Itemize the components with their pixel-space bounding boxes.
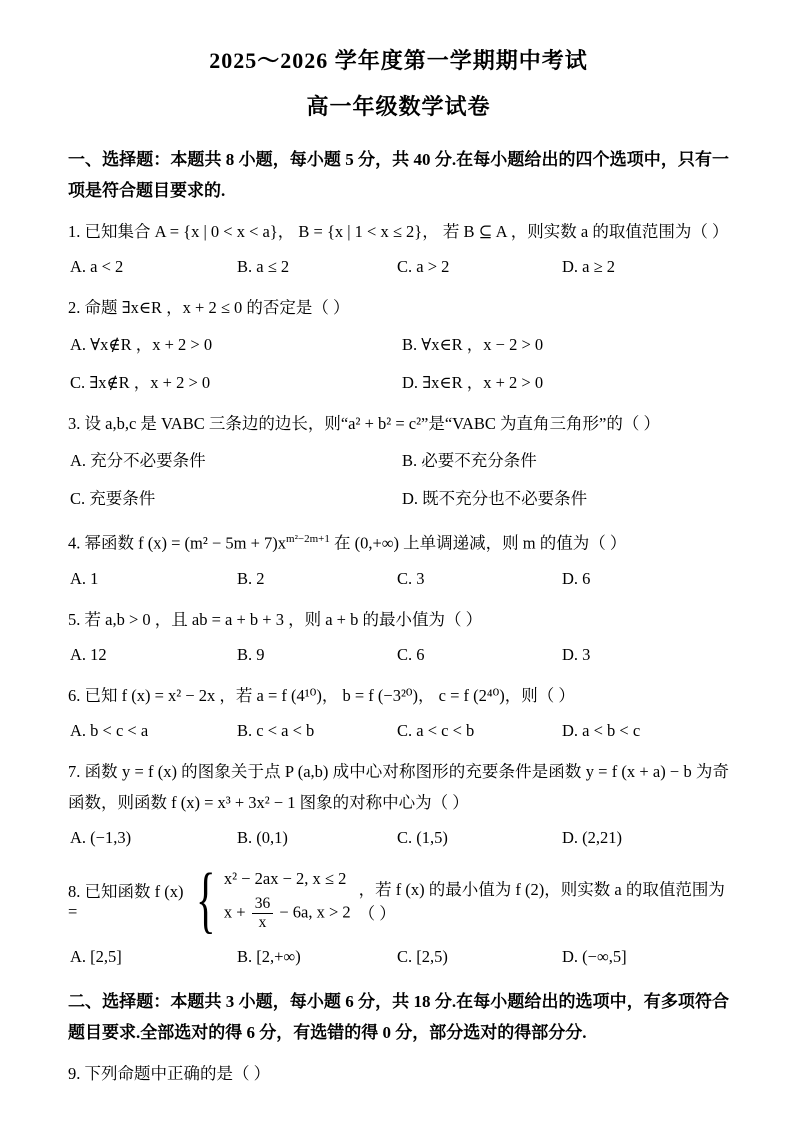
question-3 <box>68 408 729 512</box>
question-3-options <box>70 448 729 512</box>
question-7-option-b: B. (0,1) <box>237 827 288 847</box>
question-3-option-c: C. 充要条件 <box>70 489 156 508</box>
question-4-option-a: A. 1 <box>70 568 99 588</box>
question-6-options <box>70 718 729 744</box>
question-8-option-c: C. [2,5) <box>397 946 448 966</box>
question-2-options <box>70 332 729 396</box>
question-2 <box>68 292 729 396</box>
question-4-stem-pre: 4. 幂函数 f (x) = (m² − 5m + 7)x <box>68 533 287 553</box>
question-1-option-a: A. a < 2 <box>70 257 124 276</box>
question-7 <box>68 756 729 851</box>
question-4-option-c: C. 3 <box>397 568 425 588</box>
question-3-stem: 3. 设 a,b,c 是 VABC 三条边的边长，则“a² + b² = c²”是“VABC 为直角三角形”的（ ） <box>68 414 660 433</box>
case2-post: − 6a, x > 2 <box>275 902 351 922</box>
fraction <box>252 896 274 932</box>
question-2-option-d: D. ∃x∈R ，x + 2 > 0 <box>402 373 544 392</box>
exam-title-line2: 高一年级数学试卷 <box>306 94 491 119</box>
question-1 <box>68 216 729 280</box>
question-8-stem <box>68 858 729 941</box>
exam-title-line1: 2025～2026 学年度第一学期期中考试 <box>209 48 588 73</box>
question-7-stem: 7. 函数 y = f (x) 的图象关于点 P (a,b) 成中心对称图形的充要条件是函数 y = f (x + a) − b 为奇函数，则函数 f (x) = x³ + 3x² − 1 图象的对称中心为（ ） <box>68 761 729 812</box>
question-8-stem-suffix: ，若 f (x) 的最小值为 f (2)，则实数 a 的取值范围为（ ） <box>358 879 725 923</box>
question-2-option-c: C. ∃x∉R ，x + 2 > 0 <box>70 373 211 392</box>
question-1-stem: 1. 已知集合 A = {x | 0 < x < a}， B = {x | 1 < x ≤ 2}， 若 B ⊆ A ，则实数 a 的取值范围为（ ） <box>68 222 729 241</box>
fraction-numerator: 36 <box>252 896 274 914</box>
question-2-option-b: B. ∀x∈R ，x − 2 > 0 <box>402 335 544 354</box>
question-6-stem: 6. 已知 f (x) = x² − 2x ，若 a = f (4¹⁰)， b = f (−3²⁰)， c = f (2⁴⁰)，则（ ） <box>68 685 575 705</box>
question-2-stem: 2. 命题 ∃x∈R ，x + 2 ≤ 0 的否定是（ ） <box>68 298 350 317</box>
question-4-option-b: B. 2 <box>237 568 265 588</box>
question-6 <box>68 680 729 744</box>
question-5-option-b: B. 9 <box>237 644 265 664</box>
question-1-option-d: D. a ≥ 2 <box>562 257 616 276</box>
question-3-option-d: D. 既不充分也不必要条件 <box>402 489 588 508</box>
question-8-cases <box>224 868 351 932</box>
fraction-denominator: x <box>258 914 267 931</box>
question-8-options <box>70 944 729 970</box>
left-brace: { <box>196 858 216 941</box>
case2-pre: x + <box>223 902 250 922</box>
section2-heading: 二、选择题：本题共 3 小题，每小题 6 分，共 18 分.在每小题给出的选项中，有多项符合题目要求.全部选对的得 6 分，有选错的得 0 分，部分选对的得部分分. <box>68 991 729 1042</box>
question-3-option-a: A. 充分不必要条件 <box>70 451 206 470</box>
question-5-option-c: C. 6 <box>397 644 425 664</box>
question-5 <box>68 604 729 668</box>
section1-heading: 一、选择题：本题共 8 小题，每小题 5 分，共 40 分.在每小题给出的四个选项中，只有一项是符合题目要求的. <box>68 150 729 200</box>
question-2-option-a: A. ∀x∉R ，x + 2 > 0 <box>70 335 213 354</box>
question-1-options <box>70 254 729 280</box>
question-5-options <box>70 642 729 668</box>
question-4-options <box>70 566 729 592</box>
question-8 <box>68 858 729 970</box>
question-4 <box>68 524 729 592</box>
question-8-stem-prefix: 8. 已知函数 f (x) = <box>68 881 184 921</box>
question-7-options <box>70 825 729 851</box>
question-6-option-d: D. a < b < c <box>562 720 641 740</box>
question-6-option-a: A. b < c < a <box>70 720 149 740</box>
question-8-option-d: D. (−∞,5] <box>562 946 627 966</box>
question-4-exponent: m²−2m+1 <box>286 533 330 545</box>
question-8-option-a: A. [2,5] <box>70 946 122 966</box>
question-1-option-b: B. a ≤ 2 <box>237 257 290 276</box>
question-5-option-d: D. 3 <box>562 644 591 664</box>
question-1-option-c: C. a > 2 <box>397 257 450 276</box>
question-3-option-b: B. 必要不充分条件 <box>402 451 537 470</box>
question-9-stem: 9. 下列命题中正确的是（ ） <box>68 1063 271 1083</box>
question-7-option-c: C. (1,5) <box>397 827 448 847</box>
question-4-option-d: D. 6 <box>562 568 591 588</box>
question-8-case-1: x² − 2ax − 2, x ≤ 2 <box>223 868 347 888</box>
question-7-option-a: A. (−1,3) <box>70 827 132 847</box>
question-4-stem <box>68 524 729 559</box>
question-5-stem: 5. 若 a,b > 0 ，且 ab = a + b + 3 ，则 a + b 的最小值为（ ） <box>68 609 483 629</box>
question-9 <box>68 1058 729 1089</box>
question-7-option-d: D. (2,21) <box>562 827 623 847</box>
question-5-option-a: A. 12 <box>70 644 107 664</box>
question-6-option-b: B. c < a < b <box>237 720 315 740</box>
question-6-option-c: C. a < c < b <box>397 720 475 740</box>
question-4-stem-post: 在 (0,+∞) 上单调递减，则 m 的值为（ ） <box>329 533 627 553</box>
question-8-option-b: B. [2,+∞) <box>237 946 301 966</box>
question-8-case-2 <box>224 896 351 932</box>
